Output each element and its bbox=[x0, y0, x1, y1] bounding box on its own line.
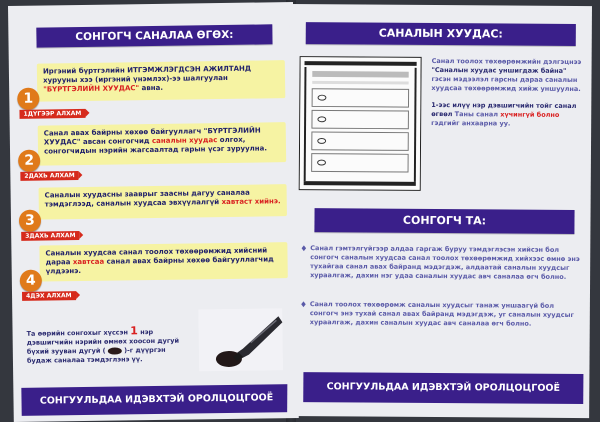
right-page bbox=[287, 4, 592, 418]
step-3-tag: 3ДАХЬ АЛХАМ bbox=[21, 231, 79, 241]
voter-bullet-2: ♦ Санал тоолох төхөөрөмж саналын хуудсыг танаж уншаагүй бол сонгогч энэ тухай санал авах байранд мэдэгдэж, уг саналын хуудсыг хураалгаж, дахин саналын хуудас авч саналаа өгч болно. bbox=[299, 300, 574, 328]
bottom-instruction: Та өөрийн сонгохыг хүссэн 1 нэр дэвшигчийн нэрийн өмнөх хоосон дугуй бүхий зууван дугуй ( )-г дүүргэн будаж саналаа тэмдэглэнэ үү. bbox=[26, 324, 180, 365]
ballot-instruction-1: Санал тоолох төхөөрөмжийн дэлгэцнээ "Саналын хуудас уншигдаж байна" гэсэн мэдээлэл гарсны дараа саналын хуудсаа төхөөрөмжид хийж уншуулна. bbox=[431, 56, 582, 94]
marker-pen-icon bbox=[198, 308, 283, 371]
ballot-instructions bbox=[431, 57, 581, 129]
step-2 bbox=[18, 122, 287, 184]
bullet-diamond-icon: ♦ bbox=[300, 244, 308, 254]
voter-title-banner bbox=[314, 208, 574, 234]
step-1-tag: 1ДҮГЭЭР АЛХАМ bbox=[19, 109, 85, 119]
step-4-tag: 4ДЭХ АЛХАМ bbox=[22, 291, 76, 301]
right-footer-banner bbox=[303, 372, 583, 404]
step-3-box: Саналын хуудасны зааврыг заасны дагуу саналаа тэмдэглээд, саналын хуудсаа эвхүүлалгүй хавтаст хийнэ. bbox=[39, 184, 287, 219]
step-4-box: Саналын хуудсаа санал тоолох төхөөрөмжид хийсний дараа хавтсаа санал авах байрны хөхөө байгууллагчид үлдээнэ. bbox=[39, 242, 287, 281]
right-title: САНАЛЫН ХУУДАС: bbox=[378, 26, 503, 41]
step-2-box: Санал авах байрны хөхөө байгууллагч "БҮРТГЭЛИЙН ХУУДАС" авсан сонгогчид саналын хуудас олгох, сонгогчидын нэрийн жагсаалтад гарын үсэг зуруулна. bbox=[38, 122, 287, 165]
bullet-diamond-icon: ♦ bbox=[299, 300, 308, 310]
ballot-illustration bbox=[299, 56, 422, 191]
left-title-banner bbox=[36, 24, 272, 47]
left-title: СОНГОГЧ САНАЛАА ӨГӨХ: bbox=[75, 28, 234, 44]
right-title-banner bbox=[306, 22, 576, 46]
left-page bbox=[8, 2, 299, 422]
voter-title: СОНГОГЧ ТА: bbox=[402, 213, 487, 228]
ballot-instruction-2: 1-ээс илүү нэр дэвшигчийн тойг санал өгвөл Таны санал хүчингүй болно гэдгийг анхаарна уу. bbox=[431, 100, 577, 128]
step-2-number: 2 bbox=[18, 150, 40, 172]
filled-oval-icon bbox=[108, 347, 122, 354]
left-footer-banner bbox=[21, 384, 291, 416]
voter-bullet-1: ♦ Санал гэмтэлгүйгээр алдаа гаргаж буруу тэмдэглэсэн хийсэн бол сонгогч саналын хуудсаа санал тоолох төхөөрөмжид хийхээс өмнө энэ тухайгаа санал авах байранд мэдэгдэж, алдаатай саналын хуудсыг хураалгаж, дахин нэг удаа саналын хуудас авч саналаа өгч болно. bbox=[300, 244, 580, 281]
step-3 bbox=[19, 184, 288, 244]
step-3-number: 3 bbox=[19, 210, 41, 232]
step-1-number: 1 bbox=[17, 88, 39, 110]
left-footer-text: СОНГУУЛЬДАА ИДЭВХТЭЙ ОРОЛЦОЦГООЁ bbox=[39, 392, 274, 407]
step-4 bbox=[19, 242, 288, 306]
step-1-box: Иргэний бүртгэлийн ИТГЭМЖЛЭГДСЭН АЖИЛТАНД хурууны хээ (иргэний үнэмлэх)-ээ шалгуулан "БҮРТГЭЛИЙН ХУУДАС" авна. bbox=[37, 60, 286, 101]
step-2-tag: 2ДАХЬ АЛХАМ bbox=[20, 171, 78, 181]
step-4-number: 4 bbox=[20, 270, 42, 292]
right-footer-text: СОНГУУЛЬДАА ИДЭВХТЭЙ ОРОЛЦОЦГООЁ bbox=[326, 381, 561, 394]
step-1 bbox=[17, 60, 286, 118]
